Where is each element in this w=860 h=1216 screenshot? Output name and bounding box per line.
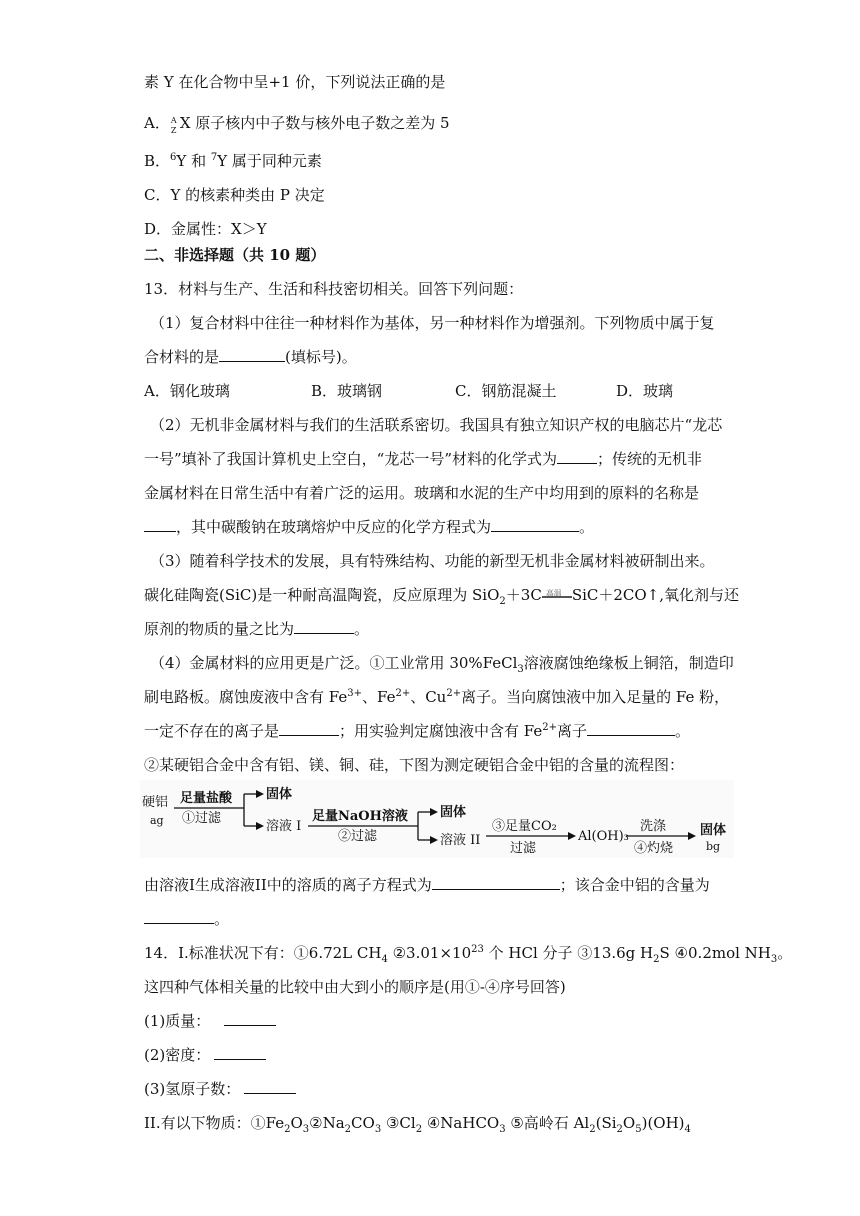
q13-part3-line1: （3）随着科学技术的发展，具有特殊结构、功能的新型无机非金属材料被研制出来。 — [150, 552, 715, 570]
answer-blank[interactable] — [432, 875, 560, 890]
q14-part2: II.有以下物质：$①Fe_2O_3②Na_2CO_3$ $③Cl_2$ ④NaHCO$_3$ ⑤高岭石 $Al_2(Si_2O_5)(OH)_4$ — [144, 1114, 691, 1135]
q13-part4-line6: 。 — [144, 909, 229, 929]
section-heading: 二、非选择题（共 10 题） — [144, 246, 326, 264]
q13-option-c[interactable]: C．钢筋混凝土 — [455, 382, 557, 400]
isotope-notation: A Z — [170, 116, 177, 135]
flow-reagent-2: 足量NaOH溶液 — [312, 809, 408, 824]
q12-option-b[interactable]: B．$^6$Y 和 $^7$Y 属于同种元素 — [144, 152, 322, 170]
q13-option-a[interactable]: A．钢化玻璃 — [144, 382, 230, 400]
flow-solid-2: 固体 — [440, 805, 467, 820]
q13-part2-line3: 金属材料在日常生活中有着广泛的运用。玻璃和水泥的生产中均用到的原料的名称是 — [144, 484, 700, 502]
flowchart — [140, 780, 734, 858]
flow-op-2: ②过滤 — [338, 829, 378, 844]
flow-solid-1: 固体 — [266, 787, 293, 802]
q12-option-d[interactable]: D．金属性：X＞Y — [144, 220, 267, 238]
q13-part3-line3: 原剂的物质的量之比为 。 — [144, 620, 370, 638]
q13-part2-line1: （2）无机非金属材料与我们的生活联系密切。我国具有独立知识产权的电脑芯片“龙芯 — [150, 416, 723, 434]
q13-part1-line2: 合材料的是 (填标号)。 — [144, 348, 357, 366]
q12-option-a[interactable]: A． A Z X 原子核内中子数与核外电子数之差为 5 — [144, 114, 450, 135]
q14-mass: (1)质量： — [144, 1011, 276, 1031]
answer-blank[interactable] — [144, 517, 176, 532]
q13-part4-line1: （4）金属材料的应用更是广泛。①工业常用 30%FeCl$_3$溶液腐蚀绝缘板上铜箔，制造印 — [150, 654, 734, 675]
answer-blank[interactable] — [144, 909, 214, 924]
flow-product: Al(OH)₃ — [578, 829, 629, 844]
flow-reagent-3: ③足量CO₂ — [492, 819, 557, 834]
flow-end-label: 固体 — [700, 823, 727, 838]
q13-part4-line3: 一定不存在的离子是 ；用实验判定腐蚀液中含有 $Fe^{2+}$离子 。 — [144, 722, 691, 740]
answer-blank[interactable] — [557, 449, 597, 464]
answer-blank[interactable] — [294, 619, 354, 634]
flow-solution-2: 溶液 II — [440, 833, 481, 848]
q14-line2: 这四种气体相关量的比较中由大到小的顺序是(用①-④序号回答) — [144, 978, 566, 996]
q13-part2-line2: 一号”填补了我国计算机史上空白，“龙芯一号”材料的化学式为 ；传统的无机非 — [144, 450, 703, 468]
flow-start-label: 硬铝 — [142, 795, 169, 810]
answer-blank[interactable] — [219, 347, 285, 362]
answer-blank[interactable] — [587, 721, 675, 736]
flow-op-4: ④灼烧 — [634, 841, 674, 856]
q13-option-d[interactable]: D．玻璃 — [616, 382, 674, 400]
flow-op-1: ①过滤 — [182, 811, 222, 826]
flow-reagent-1: 足量盐酸 — [180, 791, 233, 806]
flow-end-mass: bg — [706, 840, 721, 853]
q13-option-b[interactable]: B．玻璃钢 — [311, 382, 383, 400]
flow-solution-1: 溶液 I — [266, 819, 302, 834]
q14-h-atoms: (3)氢原子数： — [144, 1079, 296, 1099]
flow-start-mass: ag — [150, 814, 164, 827]
q13-part1-line1: （1）复合材料中往往一种材料作为基体，另一种材料作为增强剂。下列物质中属于复 — [150, 314, 715, 332]
q14-line1: 14．I.标准状况下有：①6.72L $CH_4$ $②3.01\times 10^{23}$ 个 HCl 分子 ③13.6g $H_2S$ ④0.2mol $NH_3$。 — [144, 944, 793, 965]
q12-option-c[interactable]: C．Y 的核素种类由 P 决定 — [144, 186, 325, 204]
q13-part2-line4: ，其中碳酸钠在玻璃熔炉中反应的化学方程式为 。 — [144, 517, 594, 537]
answer-blank[interactable] — [491, 517, 579, 532]
answer-blank[interactable] — [224, 1011, 276, 1026]
q13-part4-line2: 刷电路板。腐蚀废液中含有 $Fe^{3+}$、$Fe^{2+}$、$Cu^{2+}$离子。当向腐蚀液中加入足量的 Fe 粉， — [144, 688, 730, 706]
flow-reagent-4: 洗涤 — [640, 819, 667, 834]
q13-part4-line5: 由溶液I生成溶液II中的溶质的离子方程式为 ；该合金中铝的含量为 — [144, 876, 710, 894]
q14-density: (2)密度： — [144, 1045, 266, 1065]
flow-op-3: 过滤 — [510, 841, 537, 856]
answer-blank[interactable] — [244, 1079, 296, 1094]
reaction-condition-arrow: 高温 — [542, 586, 572, 602]
q12-stem-tail: 素 Y 在化合物中呈+1 价，下列说法正确的是 — [144, 73, 446, 91]
q13-part4-line4: ②某硬铝合金中含有铝、镁、铜、硅，下图为测定硬铝合金中铝的含量的流程图： — [144, 756, 685, 774]
q13-stem: 13．材料与生产、生活和科技密切相关。回答下列问题： — [144, 280, 524, 298]
q13-part3-line2: 碳化硅陶瓷(SiC)是一种耐高温陶瓷，反应原理为 SiO$_2$＋3C 高温 SiC＋2CO↑,氧化剂与还 — [144, 586, 740, 607]
answer-blank[interactable] — [214, 1045, 266, 1060]
answer-blank[interactable] — [279, 721, 339, 736]
